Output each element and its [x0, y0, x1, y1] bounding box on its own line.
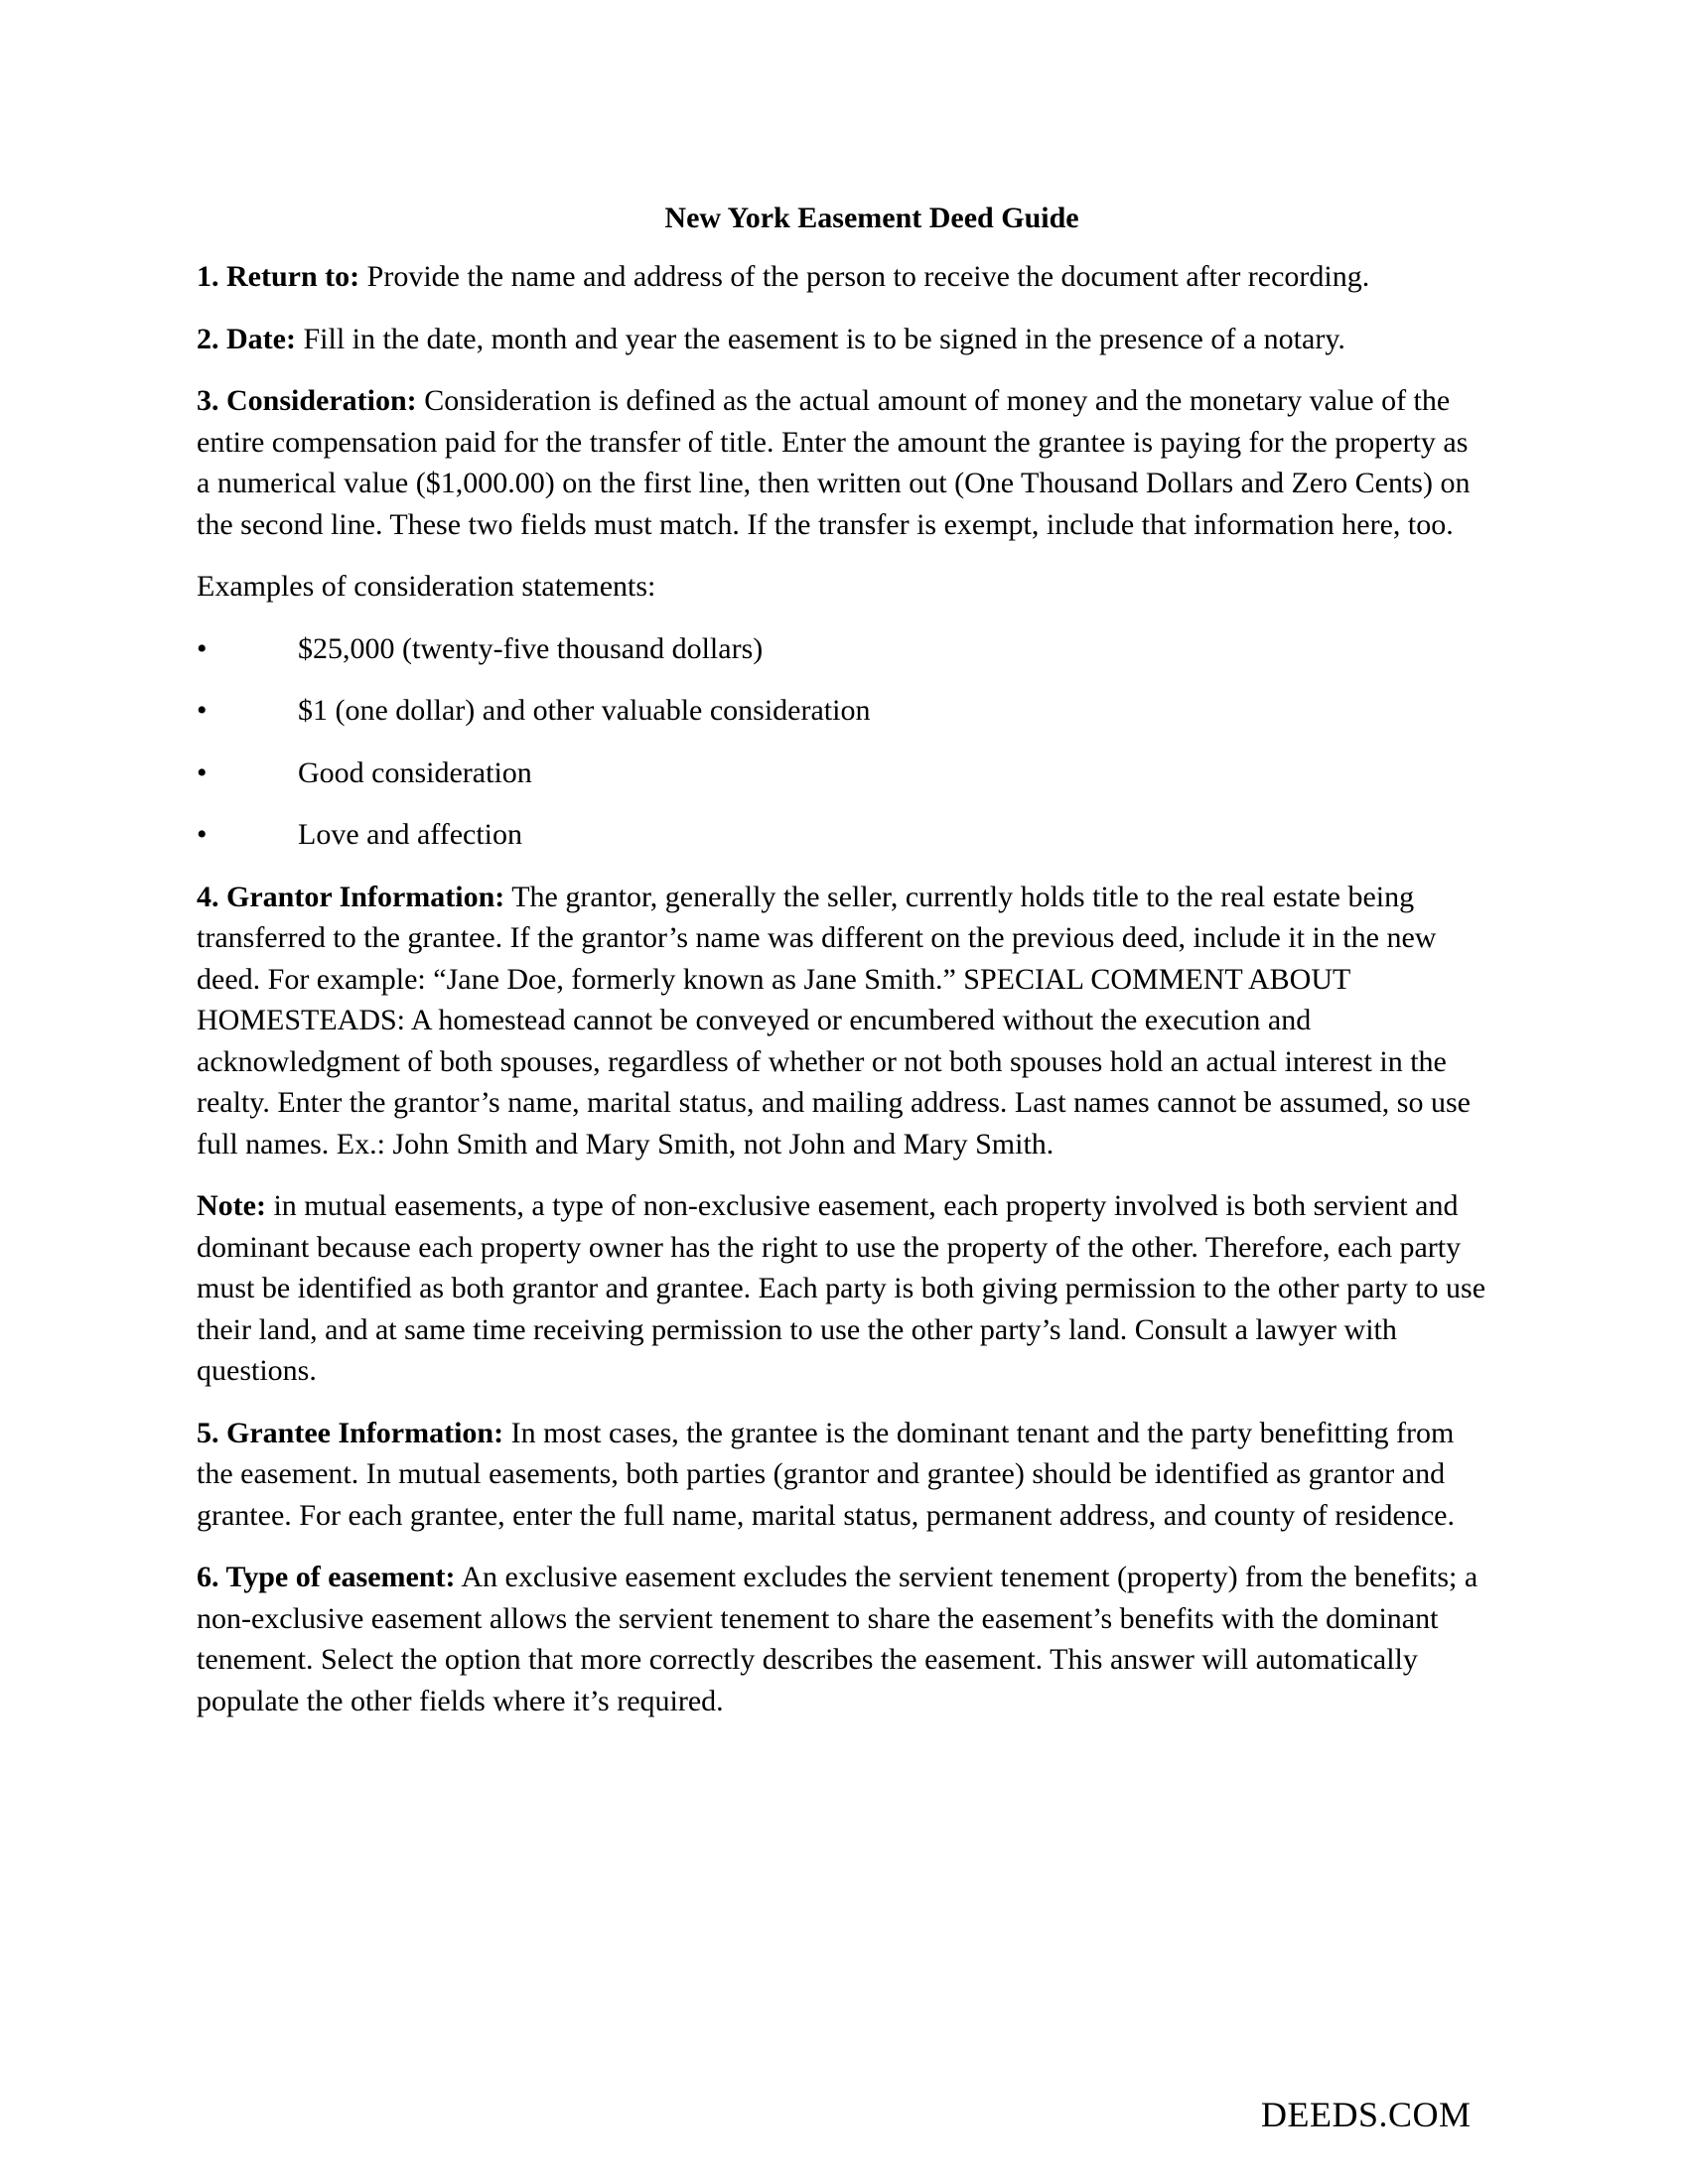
section-text: In most cases, the grantee is the dominant tenant and the party benefitting from the easement. In mutual easements, both parties (grantor and grantee) should be identified as grantor and grantee. For each grantee, enter the full name, marital status, permanent address, and county of residence.: [197, 1416, 1455, 1532]
section-return-to: [197, 256, 1487, 298]
list-item: [197, 690, 1487, 732]
list-item: [197, 752, 1487, 794]
section-label: 1. Return to:: [197, 260, 360, 293]
document-page: [197, 199, 1487, 1742]
examples-intro: Examples of consideration statements:: [197, 570, 656, 603]
section-label: 6. Type of easement:: [197, 1561, 456, 1593]
footer-brand: DEEDS.COM: [1261, 2095, 1472, 2134]
section-text: The grantor, generally the seller, currently holds title to the real estate being transferred to the grantee. If the grantor’s name was different on the previous deed, include it in the new deed. For example: “Jane Doe, formerly known as Jane Smith.” SPECIAL COMMENT ABOUT HOMESTEADS: A homestead cannot be conveyed or encumbered without the execution and acknowledgment of both spouses, regardless of whether or not both spouses hold an actual interest in the realty. Enter the grantor’s name, marital status, and mailing address. Last names cannot be assumed, so use full names. Ex.: John Smith and Mary Smith, not John and Mary Smith.: [197, 880, 1471, 1160]
section-text: Provide the name and address of the person to receive the document after recording.: [359, 260, 1370, 293]
section-text: in mutual easements, a type of non-exclusive easement, each property involved is both servient and dominant because each property owner has the right to use the property of the other. Therefore, each party must be identified as both grantor and grantee. Each party is both giving permission to the other party to use their land, and at same time receiving permission to use the other party’s land. Consult a lawyer with questions.: [197, 1189, 1486, 1387]
section-label: 5. Grantee Information:: [197, 1416, 504, 1449]
section-label: Note:: [197, 1189, 266, 1222]
page-title: New York Easement Deed Guide: [664, 202, 1079, 234]
section-label: 4. Grantor Information:: [197, 880, 505, 913]
section-consideration: [197, 380, 1487, 545]
section-grantee-information: [197, 1413, 1487, 1537]
section-text: An exclusive easement excludes the servient tenement (property) from the benefits; a non-exclusive easement allows the servient tenement to share the easement’s benefits with the dominant tenement. Select the option that more correctly describes the easement. This answer will automatically populate the other fields where it’s required.: [197, 1561, 1478, 1717]
section-grantor-information: [197, 877, 1487, 1165]
bullet-icon: •: [197, 694, 208, 727]
bullet-icon: •: [197, 631, 208, 665]
section-date: [197, 319, 1487, 360]
section-text: Fill in the date, month and year the easement is to be signed in the presence of a notary.: [295, 322, 1345, 355]
section-note: [197, 1185, 1487, 1392]
list-item: [197, 814, 1487, 856]
examples-list: [197, 628, 1487, 856]
list-item: [197, 628, 1487, 670]
section-label: 2. Date:: [197, 322, 296, 355]
section-text: Consideration is defined as the actual amount of money and the monetary value of the entire compensation paid for the transfer of title. Enter the amount the grantee is paying for the property as a numerical value ($1,000.00) on the first line, then written out (One Thousand Dollars and Zero Cents) on the second line. These two fields must match. If the transfer is exempt, include that information here, too.: [197, 384, 1471, 541]
list-item-text: Good consideration: [298, 755, 532, 789]
section-type-of-easement: [197, 1557, 1487, 1721]
list-item-text: $1 (one dollar) and other valuable consideration: [298, 694, 871, 727]
list-item-text: $25,000 (twenty-five thousand dollars): [298, 631, 764, 665]
section-label: 3. Consideration:: [197, 384, 417, 417]
bullet-icon: •: [197, 755, 208, 789]
bullet-icon: •: [197, 818, 208, 851]
list-item-text: Love and affection: [298, 818, 523, 851]
